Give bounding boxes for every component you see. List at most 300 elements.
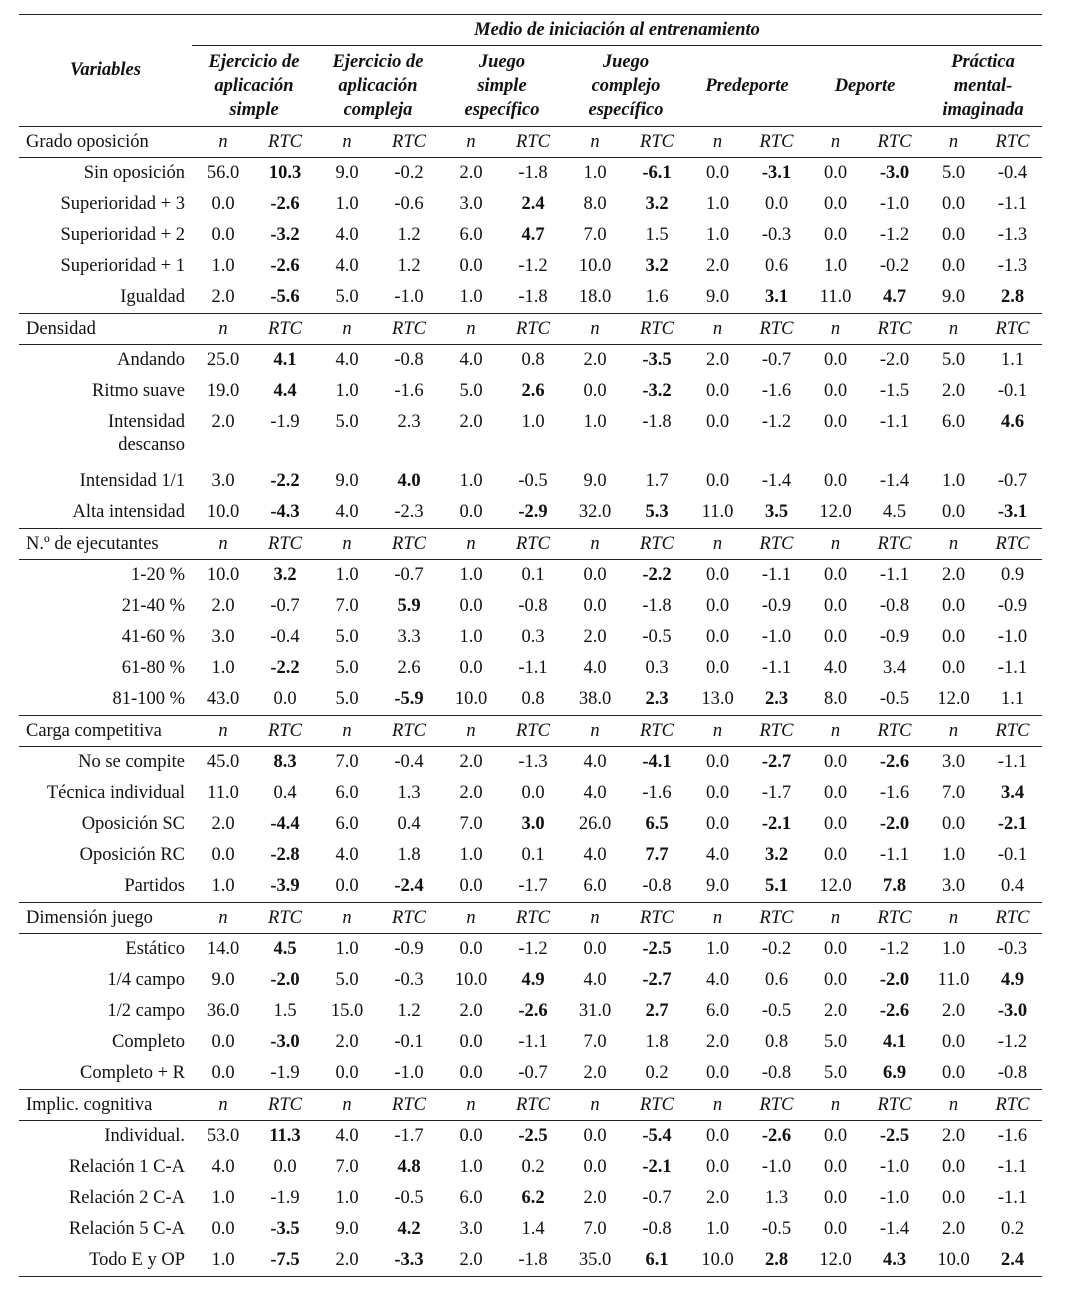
row-label <box>19 407 192 466</box>
cell-rtc: -1.6 <box>997 1126 1028 1146</box>
cell-n: 0.0 <box>823 939 848 959</box>
table-row <box>19 1214 1042 1245</box>
media-header-line: simple <box>477 76 527 96</box>
cell-rtc: -1.0 <box>761 627 792 647</box>
cell-rtc: 4.8 <box>397 1157 421 1177</box>
media-header-line: Ejercicio de <box>332 52 424 72</box>
section-title: N.º de ejecutantes <box>19 529 192 560</box>
variables-header: Variables <box>19 15 192 127</box>
cell-n: 2.0 <box>705 1032 730 1052</box>
cell-rtc: 3.1 <box>764 287 789 307</box>
cell-n: 11.0 <box>701 502 734 522</box>
subheader-n: n <box>806 314 865 345</box>
subheader-rtc: RTC <box>502 903 564 934</box>
subheader-n: n <box>688 314 747 345</box>
row-label: Partidos <box>124 876 185 896</box>
cell-n: 3.0 <box>211 627 235 647</box>
cell-n: 0.0 <box>823 1188 848 1208</box>
cell-n: 6.0 <box>583 876 607 896</box>
cell-n: 1.0 <box>459 627 483 647</box>
subheader-rtc: RTC <box>747 903 806 934</box>
cell-n: 2.0 <box>459 163 483 183</box>
cell-n: 18.0 <box>578 287 612 307</box>
cell-rtc: -3.5 <box>642 350 672 370</box>
cell-n: 12.0 <box>819 876 852 896</box>
cell-rtc: 4.0 <box>397 471 421 491</box>
subheader-n: n <box>564 903 626 934</box>
cell-rtc: -1.9 <box>270 1063 300 1083</box>
cell-rtc: 0.8 <box>521 689 545 709</box>
cell-rtc: -0.7 <box>270 596 300 616</box>
cell-n: 2.0 <box>459 1001 483 1021</box>
cell-rtc: -0.4 <box>997 163 1028 183</box>
cell-n: 0.0 <box>705 1063 730 1083</box>
cell-rtc: -5.6 <box>270 287 300 307</box>
subheader-n: n <box>316 127 378 158</box>
subheader-n: n <box>688 127 747 158</box>
cell-n: 4.0 <box>823 658 848 678</box>
cell-rtc: -0.8 <box>642 876 672 896</box>
subheader-n: n <box>688 716 747 747</box>
cell-n: 2.0 <box>335 1032 359 1052</box>
cell-n: 7.0 <box>941 783 966 803</box>
cell-rtc: -1.9 <box>270 1188 300 1208</box>
cell-rtc: 8.3 <box>273 752 297 772</box>
cell-rtc: -1.3 <box>518 752 548 772</box>
subheader-n: n <box>564 1090 626 1121</box>
cell-n: 0.0 <box>941 256 966 276</box>
cell-n: 0.0 <box>941 1063 966 1083</box>
cell-n: 1.0 <box>192 1245 254 1277</box>
media-header-line: compleja <box>343 100 413 120</box>
cell-rtc: -2.2 <box>270 658 300 678</box>
cell-n: 9.0 <box>335 163 359 183</box>
cell-rtc: 4.9 <box>1000 970 1025 990</box>
results-table-container <box>19 14 1042 1277</box>
cell-rtc: -0.5 <box>761 1001 792 1021</box>
cell-rtc: 1.1 <box>1000 350 1025 370</box>
cell-n: 1.0 <box>459 471 483 491</box>
cell-rtc: -0.1 <box>394 1032 424 1052</box>
cell-n: 0.0 <box>705 1126 730 1146</box>
media-header-line: mental- <box>953 76 1013 96</box>
subheader-rtc: RTC <box>254 314 316 345</box>
subheader-rtc: RTC <box>747 127 806 158</box>
row-label: 1/2 campo <box>107 1001 185 1021</box>
cell-rtc: -0.3 <box>761 225 792 245</box>
cell-n: 4.0 <box>335 350 359 370</box>
cell-n: 0.0 <box>705 658 730 678</box>
media-header-line: simple <box>229 100 279 120</box>
subheader-n: n <box>564 127 626 158</box>
subheader-n: n <box>192 127 254 158</box>
subheader-n: n <box>806 127 865 158</box>
table-row <box>19 965 1042 996</box>
cell-n: 2.0 <box>705 256 730 276</box>
cell-rtc: -1.4 <box>761 471 792 491</box>
cell-rtc: -4.4 <box>270 814 300 834</box>
cell-rtc: -2.2 <box>270 471 300 491</box>
subheader-rtc: RTC <box>626 903 688 934</box>
cell-rtc: -0.7 <box>761 350 792 370</box>
subheader-rtc: RTC <box>378 529 440 560</box>
cell-rtc: -3.0 <box>997 1001 1028 1021</box>
row-label: 1/4 campo <box>107 970 185 990</box>
cell-n: 5.0 <box>335 970 359 990</box>
cell-rtc: -1.2 <box>879 225 910 245</box>
subheader-n: n <box>806 903 865 934</box>
cell-n: 0.0 <box>823 471 848 491</box>
cell-rtc: 0.1 <box>521 845 545 865</box>
cell-rtc: -2.6 <box>270 256 300 276</box>
cell-rtc: 3.3 <box>397 627 421 647</box>
cell-rtc: 11.3 <box>269 1126 301 1146</box>
subheader-rtc: RTC <box>626 314 688 345</box>
cell-n: 0.0 <box>459 1126 483 1146</box>
cell-rtc: -1.9 <box>270 412 300 432</box>
cell-n: 12.0 <box>819 502 852 522</box>
cell-rtc: -0.7 <box>518 1063 548 1083</box>
cell-n: 6.0 <box>459 1188 483 1208</box>
cell-n: 45.0 <box>206 752 240 772</box>
media-header-1 <box>192 46 316 127</box>
cell-rtc: -0.2 <box>761 939 792 959</box>
subheader-rtc: RTC <box>983 716 1042 747</box>
cell-rtc: -2.8 <box>270 845 300 865</box>
cell-rtc: -2.1 <box>997 814 1028 834</box>
cell-rtc: -2.6 <box>518 1001 548 1021</box>
cell-n: 0.0 <box>459 1032 483 1052</box>
table-body <box>19 127 1042 1277</box>
section-title: Carga competitiva <box>19 716 192 747</box>
cell-n: 6.0 <box>705 1001 730 1021</box>
cell-n: 1.0 <box>211 876 235 896</box>
cell-n: 1.0 <box>459 845 483 865</box>
cell-rtc: -4.1 <box>642 752 672 772</box>
cell-n: 7.0 <box>335 752 359 772</box>
results-table <box>19 14 1042 1277</box>
cell-rtc: -2.0 <box>879 970 910 990</box>
cell-n: 2.0 <box>823 1001 848 1021</box>
cell-n: 53.0 <box>206 1126 240 1146</box>
cell-n: 4.0 <box>335 502 359 522</box>
cell-rtc: -0.8 <box>761 1063 792 1083</box>
cell-rtc: -1.0 <box>761 1157 792 1177</box>
row-label: No se compite <box>78 752 185 772</box>
cell-rtc: -1.6 <box>642 783 672 803</box>
cell-n: 9.0 <box>211 970 235 990</box>
subheader-rtc: RTC <box>378 903 440 934</box>
media-header-6 <box>806 46 924 127</box>
cell-rtc: 0.2 <box>645 1063 669 1083</box>
subheader-rtc: RTC <box>983 1090 1042 1121</box>
cell-rtc: -2.0 <box>879 350 910 370</box>
subheader-rtc: RTC <box>502 314 564 345</box>
cell-rtc: 7.7 <box>645 845 669 865</box>
cell-rtc: -1.8 <box>642 412 672 432</box>
cell-rtc: 0.0 <box>764 194 789 214</box>
cell-rtc: -2.1 <box>642 1157 672 1177</box>
cell-rtc: 1.2 <box>397 256 421 276</box>
cell-rtc: -1.7 <box>394 1126 424 1146</box>
cell-rtc: -1.6 <box>394 381 424 401</box>
cell-n: 10.0 <box>454 689 488 709</box>
cell-n: 1.0 <box>583 412 607 432</box>
cell-rtc: 4.1 <box>882 1032 907 1052</box>
subheader-rtc: RTC <box>626 127 688 158</box>
cell-n: 0.0 <box>941 658 966 678</box>
subheader-rtc: RTC <box>983 314 1042 345</box>
media-header-7 <box>924 46 1042 127</box>
cell-rtc: -0.7 <box>997 471 1028 491</box>
media-header-3 <box>440 46 564 127</box>
cell-rtc: 3.5 <box>764 502 789 522</box>
group-header: Medio de iniciación al entrenamiento <box>192 15 1042 46</box>
cell-rtc: 1.0 <box>521 412 545 432</box>
cell-n: 0.0 <box>705 783 730 803</box>
cell-rtc: 3.2 <box>273 565 297 585</box>
cell-rtc: 1.6 <box>645 287 669 307</box>
section-header-row <box>19 314 1042 345</box>
cell-n: 0.0 <box>823 845 848 865</box>
cell-n: 5.0 <box>335 658 359 678</box>
cell-rtc: -1.2 <box>997 1032 1028 1052</box>
cell-n: 5.0 <box>459 381 483 401</box>
media-header-line: aplicación <box>338 76 418 96</box>
cell-n: 2.0 <box>705 1188 730 1208</box>
media-header-5 <box>688 46 806 127</box>
cell-rtc: -0.4 <box>270 627 300 647</box>
subheader-n: n <box>924 314 983 345</box>
cell-rtc: 4.3 <box>865 1245 924 1277</box>
cell-rtc: -1.0 <box>997 627 1028 647</box>
cell-rtc: -6.1 <box>642 163 672 183</box>
cell-rtc: 2.8 <box>747 1245 806 1277</box>
cell-n: 2.0 <box>211 814 235 834</box>
cell-n: 4.0 <box>583 658 607 678</box>
cell-rtc: -2.3 <box>394 502 424 522</box>
cell-rtc: 0.6 <box>764 256 789 276</box>
cell-n: 7.0 <box>583 225 607 245</box>
table-row <box>19 996 1042 1027</box>
row-label: 21-40 % <box>121 596 185 616</box>
cell-rtc: -3.9 <box>270 876 300 896</box>
cell-rtc: -1.1 <box>879 412 910 432</box>
cell-rtc: -3.5 <box>270 1219 300 1239</box>
cell-n: 9.0 <box>335 1219 359 1239</box>
cell-rtc: -0.7 <box>642 1188 672 1208</box>
cell-rtc: -2.4 <box>394 876 424 896</box>
cell-rtc: 0.3 <box>521 627 545 647</box>
cell-rtc: -1.1 <box>761 565 792 585</box>
media-header-line: Ejercicio de <box>208 52 300 72</box>
row-label: Superioridad + 1 <box>60 256 185 276</box>
cell-n: 0.0 <box>941 596 966 616</box>
row-label: Estático <box>125 939 185 959</box>
section-header-row <box>19 529 1042 560</box>
cell-rtc: -1.1 <box>997 194 1028 214</box>
section-header-row <box>19 127 1042 158</box>
cell-n: 9.0 <box>705 287 730 307</box>
subheader-n: n <box>192 529 254 560</box>
cell-rtc: -2.9 <box>518 502 548 522</box>
cell-n: 1.0 <box>459 287 483 307</box>
cell-rtc: -1.5 <box>879 381 910 401</box>
cell-rtc: 6.1 <box>626 1245 688 1277</box>
subheader-rtc: RTC <box>502 716 564 747</box>
cell-rtc: -1.4 <box>879 1219 910 1239</box>
cell-rtc: 5.9 <box>397 596 421 616</box>
subheader-rtc: RTC <box>626 716 688 747</box>
cell-n: 26.0 <box>578 814 612 834</box>
cell-rtc: -1.1 <box>879 565 910 585</box>
table-row <box>19 220 1042 251</box>
cell-n: 2.0 <box>941 565 966 585</box>
cell-rtc: -0.7 <box>394 565 424 585</box>
cell-rtc: -1.8 <box>518 287 548 307</box>
cell-n: 0.0 <box>705 627 730 647</box>
table-row <box>19 158 1042 190</box>
cell-n: 4.0 <box>335 225 359 245</box>
cell-n: 35.0 <box>564 1245 626 1277</box>
table-row <box>19 840 1042 871</box>
cell-rtc: 2.3 <box>397 412 421 432</box>
cell-rtc: -2.2 <box>642 565 672 585</box>
cell-n: 6.0 <box>941 412 966 432</box>
cell-rtc: 3.2 <box>764 845 789 865</box>
cell-n: 2.0 <box>583 350 607 370</box>
subheader-rtc: RTC <box>626 1090 688 1121</box>
media-header-line: específico <box>588 100 664 120</box>
cell-n: 1.0 <box>705 225 730 245</box>
cell-n: 4.0 <box>335 845 359 865</box>
cell-n: 15.0 <box>330 1001 364 1021</box>
cell-rtc: -1.2 <box>518 939 548 959</box>
cell-rtc: 0.4 <box>397 814 421 834</box>
cell-rtc: 0.6 <box>764 970 789 990</box>
cell-rtc: 0.9 <box>1000 565 1025 585</box>
subheader-n: n <box>806 529 865 560</box>
cell-n: 0.0 <box>211 1219 235 1239</box>
cell-n: 1.0 <box>211 256 235 276</box>
subheader-rtc: RTC <box>254 1090 316 1121</box>
cell-rtc: 0.0 <box>273 689 297 709</box>
subheader-rtc: RTC <box>378 127 440 158</box>
cell-n: 10.0 <box>206 565 240 585</box>
cell-n: 2.0 <box>941 1001 966 1021</box>
table-row <box>19 934 1042 966</box>
subheader-n: n <box>924 903 983 934</box>
cell-rtc: -2.7 <box>761 752 792 772</box>
cell-n: 2.0 <box>440 1245 502 1277</box>
subheader-n: n <box>564 529 626 560</box>
media-header-line: Práctica <box>951 52 1015 72</box>
row-label: Ritmo suave <box>91 381 185 401</box>
cell-rtc: -0.5 <box>642 627 672 647</box>
media-header-line: imaginada <box>942 100 1024 120</box>
cell-rtc: -0.5 <box>761 1219 792 1239</box>
cell-rtc: 6.9 <box>882 1063 907 1083</box>
subheader-rtc: RTC <box>865 1090 924 1121</box>
cell-n: 0.0 <box>705 1157 730 1177</box>
subheader-n: n <box>316 1090 378 1121</box>
media-header-line: Juego <box>478 52 526 72</box>
cell-n: 2.0 <box>211 412 235 432</box>
cell-n: 0.0 <box>941 1157 966 1177</box>
table-row <box>19 376 1042 407</box>
table-row <box>19 466 1042 497</box>
cell-n: 5.0 <box>823 1063 848 1083</box>
cell-rtc: 0.2 <box>1000 1219 1025 1239</box>
cell-rtc: -1.3 <box>997 256 1028 276</box>
cell-n: 0.0 <box>459 502 483 522</box>
cell-rtc: -2.0 <box>879 814 910 834</box>
cell-rtc: -2.5 <box>642 939 672 959</box>
subheader-n: n <box>924 127 983 158</box>
table-row <box>19 778 1042 809</box>
cell-rtc: 2.8 <box>1000 287 1025 307</box>
cell-n: 0.0 <box>705 381 730 401</box>
cell-rtc: -1.0 <box>394 1063 424 1083</box>
cell-n: 0.0 <box>823 596 848 616</box>
cell-rtc: 5.1 <box>764 876 789 896</box>
cell-n: 1.0 <box>211 1188 235 1208</box>
cell-n: 3.0 <box>459 194 483 214</box>
cell-rtc: 4.1 <box>273 350 297 370</box>
row-label: Sin oposición <box>83 163 185 183</box>
cell-n: 1.0 <box>705 939 730 959</box>
cell-n: 7.0 <box>335 596 359 616</box>
cell-n: 5.0 <box>823 1032 848 1052</box>
cell-rtc: 3.2 <box>645 256 669 276</box>
cell-rtc: 10.3 <box>268 163 302 183</box>
subheader-n: n <box>316 903 378 934</box>
section-header-row <box>19 903 1042 934</box>
table-row <box>19 497 1042 529</box>
cell-rtc: 4.9 <box>521 970 545 990</box>
cell-rtc: 2.4 <box>521 194 545 214</box>
cell-rtc: -0.8 <box>642 1219 672 1239</box>
subheader-n: n <box>806 1090 865 1121</box>
subheader-n: n <box>924 1090 983 1121</box>
cell-rtc: -2.7 <box>642 970 672 990</box>
media-header-2 <box>316 46 440 127</box>
cell-n: 1.0 <box>705 194 730 214</box>
table-row <box>19 591 1042 622</box>
cell-rtc: -0.8 <box>997 1063 1028 1083</box>
cell-rtc: -0.8 <box>394 350 424 370</box>
cell-rtc: -5.4 <box>642 1126 672 1146</box>
cell-rtc: 0.4 <box>273 783 297 803</box>
subheader-n: n <box>440 716 502 747</box>
row-label: 1-20 % <box>131 565 185 585</box>
cell-rtc: 2.3 <box>645 689 669 709</box>
cell-rtc: -3.3 <box>378 1245 440 1277</box>
table-row <box>19 653 1042 684</box>
cell-n: 2.0 <box>459 783 483 803</box>
cell-n: 4.0 <box>583 752 607 772</box>
cell-rtc: 5.3 <box>645 502 669 522</box>
cell-n: 0.0 <box>823 783 848 803</box>
cell-rtc: 4.7 <box>882 287 907 307</box>
cell-rtc: -0.3 <box>394 970 424 990</box>
subheader-rtc: RTC <box>502 1090 564 1121</box>
table-row <box>19 407 1042 466</box>
cell-rtc: 1.4 <box>521 1219 545 1239</box>
row-label: 41-60 % <box>121 627 185 647</box>
cell-rtc: 2.6 <box>521 381 545 401</box>
cell-n: 2.0 <box>583 1063 607 1083</box>
